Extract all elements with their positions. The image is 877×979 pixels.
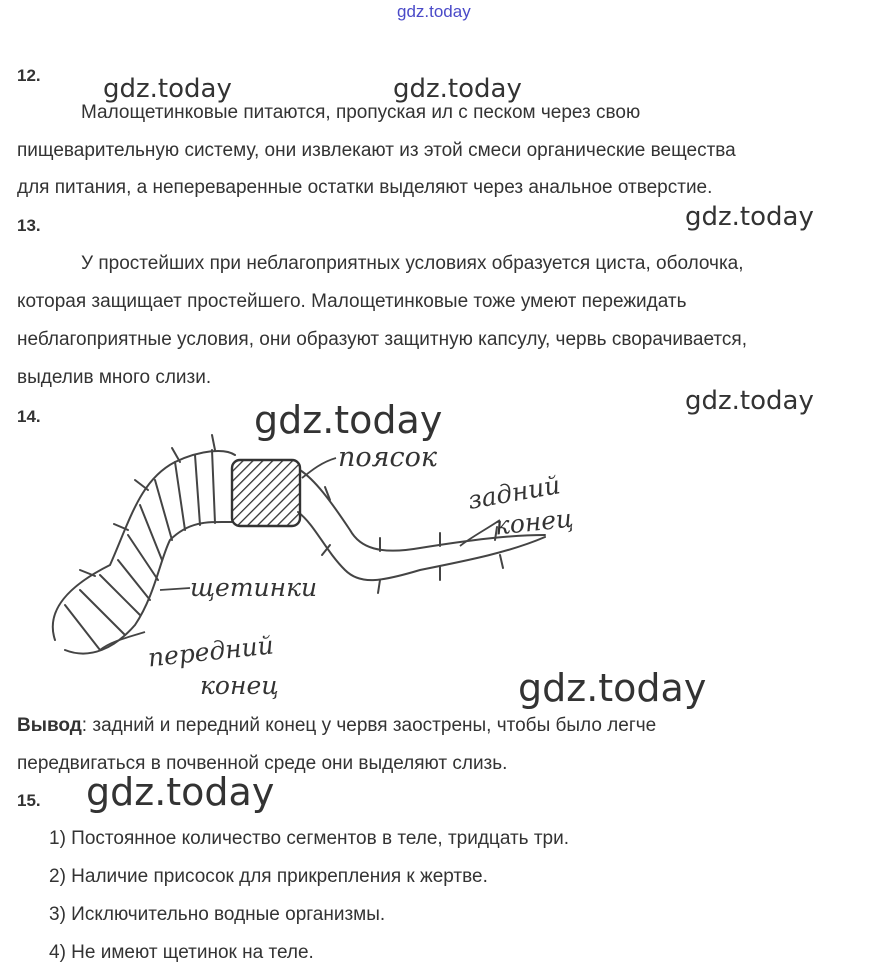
conclusion-label: Вывод — [17, 715, 82, 736]
watermark: gdz.today — [518, 666, 707, 710]
q14-conclusion-line-2: передвигаться в почвенной среде они выделяют слизь. — [17, 753, 508, 774]
q13-line-4: выделив много слизи. — [17, 367, 212, 388]
watermark: gdz.today — [254, 398, 443, 442]
label-rear-end-1: задний — [465, 470, 563, 515]
q15-item-4: 4) Не имеют щетинок на теле. — [49, 942, 314, 963]
watermark: gdz.today — [103, 74, 232, 104]
question-number-12: 12. — [17, 66, 41, 85]
label-bristles: щетинки — [190, 573, 318, 602]
watermark: gdz.today — [86, 770, 275, 814]
q15-item-2: 2) Наличие присосок для прикрепления к жертве. — [49, 866, 488, 887]
watermark: gdz.today — [685, 386, 814, 416]
q12-line-3: для питания, а непереваренные остатки выделяют через анальное отверстие. — [17, 177, 713, 198]
q12-line-2: пищеварительную систему, они извлекают из этой смеси органические вещества — [17, 140, 736, 161]
clitellum-belt — [232, 460, 300, 526]
label-front-end-2: конец — [200, 671, 279, 700]
q15-item-3: 3) Исключительно водные организмы. — [49, 904, 386, 925]
question-number-15: 15. — [17, 791, 41, 810]
watermark-top: gdz.today — [397, 2, 471, 21]
q13-line-3: неблагоприятные условия, они образуют защитную капсулу, червь сворачивается, — [17, 329, 747, 350]
q15-item-1: 1) Постоянное количество сегментов в теле, тридцать три. — [49, 828, 570, 849]
q12-line-1: Малощетинковые питаются, пропуская ил с песком через свою — [81, 102, 641, 123]
question-number-13: 13. — [17, 216, 41, 235]
conclusion-text: : задний и передний конец у червя заострены, чтобы было легче — [81, 715, 657, 736]
label-belt: поясок — [338, 442, 438, 473]
label-rear-end-2: конец — [493, 503, 575, 541]
worm-body — [53, 435, 545, 654]
q13-line-2: которая защищает простейшего. Малощетинковые тоже умеют пережидать — [17, 291, 687, 312]
watermark: gdz.today — [685, 202, 814, 232]
label-pointers — [100, 458, 500, 650]
label-front-end-1: передний — [146, 630, 276, 673]
q13-line-1: У простейших при неблагоприятных условиях образуется циста, оболочка, — [81, 253, 744, 274]
question-number-14: 14. — [17, 407, 41, 426]
watermark: gdz.today — [393, 74, 522, 104]
q14-conclusion-line-1 — [17, 715, 656, 737]
